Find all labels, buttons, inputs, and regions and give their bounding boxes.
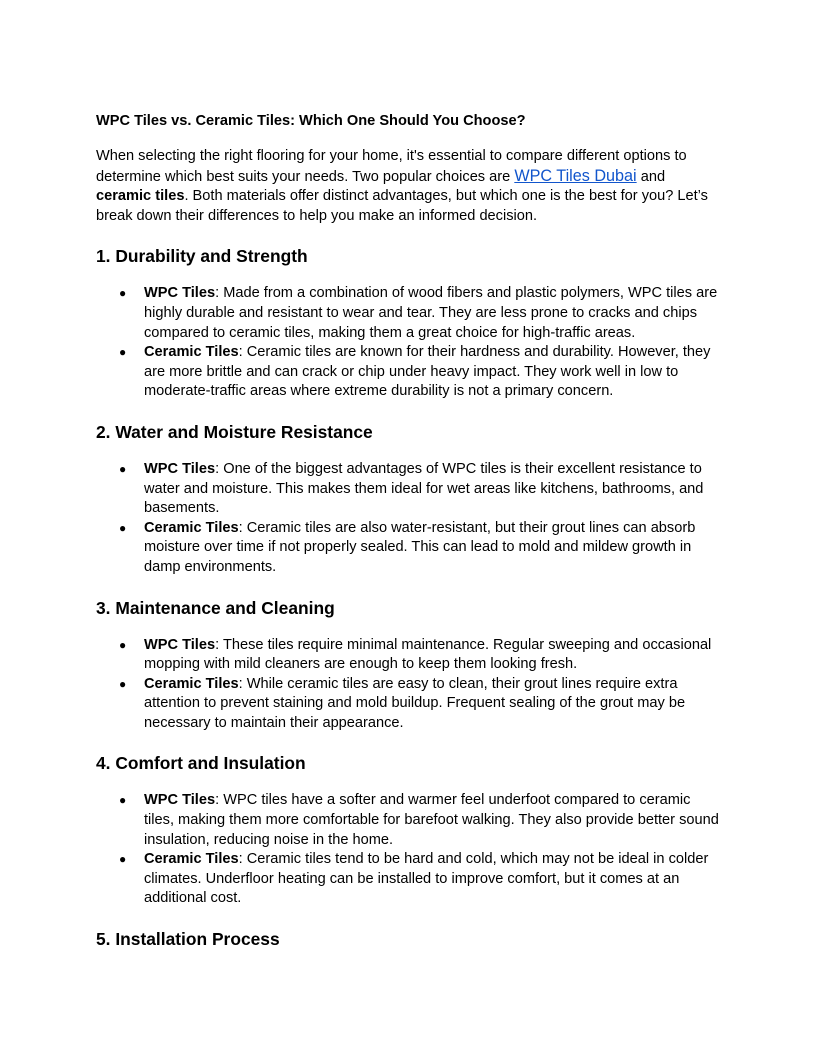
section-heading-maintenance: 3. Maintenance and Cleaning bbox=[96, 597, 335, 618]
list-item-term: Ceramic Tiles bbox=[144, 519, 239, 536]
section-heading-durability: 1. Durability and Strength bbox=[96, 246, 308, 267]
intro-text-3: . Both materials offer distinct advantages, but which one is the best for you? Let’s break down their differences to help you make an informed decision. bbox=[96, 188, 708, 224]
section-heading-comfort: 4. Comfort and Insulation bbox=[96, 753, 306, 774]
list-item-term: WPC Tiles bbox=[144, 285, 216, 302]
section-heading-water: 2. Water and Moisture Resistance bbox=[96, 421, 373, 442]
list-item-text: : Ceramic tiles are known for their hardness and durability. However, they are more brittle and can crack or chip under heavy impact. They work well in low to moderate-traffic areas where extreme durability is not a primary concern. bbox=[144, 344, 711, 400]
bullet-icon: ● bbox=[119, 793, 127, 808]
bullet-icon: ● bbox=[119, 345, 127, 360]
list-item bbox=[96, 791, 724, 850]
bullet-icon: ● bbox=[119, 852, 127, 867]
list-item-term: WPC Tiles bbox=[144, 792, 216, 809]
bullet-icon: ● bbox=[119, 676, 127, 691]
list-item-text: : Ceramic tiles tend to be hard and cold, which may not be ideal in colder climates. Underfloor heating can be installed to improve comfort, but it comes at an additional cost. bbox=[144, 851, 709, 907]
section-heading-installation: 5. Installation Process bbox=[96, 929, 280, 950]
bullet-list-maintenance bbox=[96, 636, 724, 734]
list-item-text: : Made from a combination of wood fibers and plastic polymers, WPC tiles are highly durable and resistant to wear and tear. They are less prone to cracks and chips compared to ceramic tiles, making them a great choice for high-traffic areas. bbox=[144, 285, 718, 341]
list-item bbox=[96, 519, 724, 578]
bullet-list-comfort bbox=[96, 791, 724, 909]
list-item-text: : WPC tiles have a softer and warmer feel underfoot compared to ceramic tiles, making them more comfortable for barefoot walking. They also provide better sound insulation, reducing noise in the home. bbox=[144, 792, 719, 848]
bullet-icon: ● bbox=[119, 637, 127, 652]
wpc-tiles-dubai-link[interactable]: WPC Tiles Dubai bbox=[514, 166, 637, 185]
intro-paragraph bbox=[96, 147, 724, 226]
list-item bbox=[96, 284, 724, 343]
bullet-icon: ● bbox=[119, 286, 127, 301]
list-item-term: Ceramic Tiles bbox=[144, 851, 239, 868]
list-item-text: : While ceramic tiles are easy to clean, their grout lines require extra attention to prevent staining and mold buildup. Frequent sealing of the grout may be necessary to maintain their appearance. bbox=[144, 675, 686, 731]
list-item bbox=[96, 636, 724, 675]
list-item bbox=[96, 675, 724, 734]
document-title: WPC Tiles vs. Ceramic Tiles: Which One Should You Choose? bbox=[96, 113, 526, 129]
bullet-icon: ● bbox=[119, 520, 127, 535]
list-item bbox=[96, 850, 724, 909]
list-item-text: : These tiles require minimal maintenance. Regular sweeping and occasional mopping with mild cleaners are enough to keep them looking fresh. bbox=[144, 636, 712, 673]
list-item-term: WPC Tiles bbox=[144, 460, 216, 477]
intro-bold-term: ceramic tiles bbox=[96, 188, 185, 205]
list-item-term: Ceramic Tiles bbox=[144, 675, 239, 692]
bullet-list-durability bbox=[96, 284, 724, 402]
intro-text-1: When selecting the right flooring for your home, it's essential to compare different options to determine which best suits your needs. Two popular choices are bbox=[96, 148, 687, 185]
list-item bbox=[96, 343, 724, 402]
list-item bbox=[96, 460, 724, 519]
list-item-text: : Ceramic tiles are also water-resistant, but their grout lines can absorb moisture over time if not properly sealed. This can lead to mold and mildew growth in damp environments. bbox=[144, 519, 696, 575]
bullet-list-water bbox=[96, 460, 724, 578]
list-item-text: : One of the biggest advantages of WPC tiles is their excellent resistance to water and moisture. This makes them ideal for wet areas like kitchens, bathrooms, and basements. bbox=[144, 460, 704, 517]
list-item-term: WPC Tiles bbox=[144, 636, 216, 653]
intro-text-2: and bbox=[636, 168, 666, 185]
list-item-term: Ceramic Tiles bbox=[144, 344, 239, 361]
bullet-icon: ● bbox=[119, 461, 127, 476]
document-page bbox=[96, 111, 724, 967]
